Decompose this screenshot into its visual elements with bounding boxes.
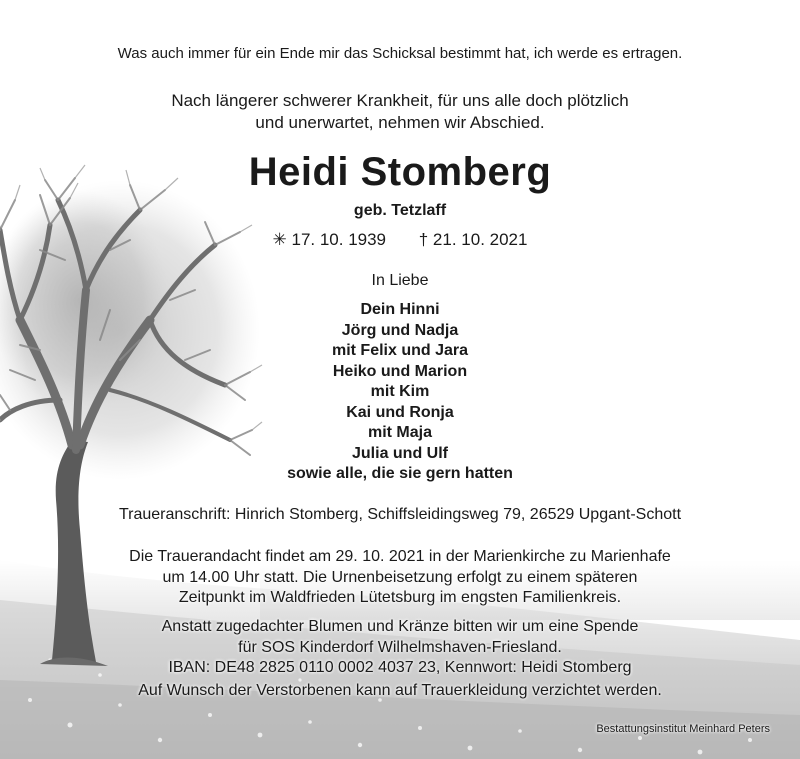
donation-info (0, 617, 800, 679)
intro-text (0, 90, 800, 134)
intro-line: Nach längerer schwerer Krankheit, für uns alle doch plötzlich (171, 91, 629, 110)
mourner-line: Julia und Ulf (352, 444, 448, 462)
intro-line: und unerwartet, nehmen wir Abschied. (255, 113, 545, 132)
mourners-list (0, 300, 800, 485)
donation-line: für SOS Kinderdorf Wilhelmshaven-Friesland. (238, 638, 562, 656)
birth-date: ✳ 17. 10. 1939 (272, 230, 387, 249)
donation-line: Anstatt zugedachter Blumen und Kränze bitten wir um eine Spende (161, 618, 639, 635)
mourner-line: Kai und Ronja (346, 403, 454, 421)
mourner-line: mit Kim (370, 383, 430, 400)
death-date: † 21. 10. 2021 (418, 230, 528, 249)
donation-line: IBAN: DE48 2825 0110 0002 4037 23, Kennwort: Heidi Stomberg (168, 659, 632, 676)
mourner-line: Heiko und Marion (332, 362, 468, 380)
mourning-address: Traueranschrift: Hinrich Stomberg, Schiffsleidingsweg 79, 26529 Upgant-Schott (118, 506, 682, 523)
service-line: um 14.00 Uhr statt. Die Urnenbeisetzung erfolgt zu einem späteren (162, 568, 638, 586)
service-line: Die Trauerandacht findet am 29. 10. 2021 in der Marienkirche zu Marienhafe (129, 548, 671, 565)
in-love-heading: In Liebe (371, 272, 429, 289)
mourner-line: Jörg und Nadja (341, 321, 459, 339)
motto-quote: Was auch immer für ein Ende mir das Schicksal bestimmt hat, ich werde es ertragen. (117, 45, 683, 62)
mourner-line: Dein Hinni (360, 301, 440, 318)
mourner-line: mit Maja (367, 424, 432, 441)
mourner-line: mit Felix und Jara (331, 342, 469, 359)
undertaker-credit: Bestattungsinstitut Meinhard Peters (596, 723, 770, 735)
maiden-name: geb. Tetzlaff (353, 202, 447, 219)
deceased-name: Heidi Stomberg (248, 150, 552, 194)
service-info (0, 547, 800, 609)
service-line: Zeitpunkt im Waldfrieden Lütetsburg im engsten Familienkreis. (178, 589, 622, 606)
dress-code-note: Auf Wunsch der Verstorbenen kann auf Trauerkleidung verzichtet werden. (138, 682, 662, 699)
mourner-line: sowie alle, die sie gern hatten (287, 465, 513, 482)
life-dates (0, 230, 800, 250)
